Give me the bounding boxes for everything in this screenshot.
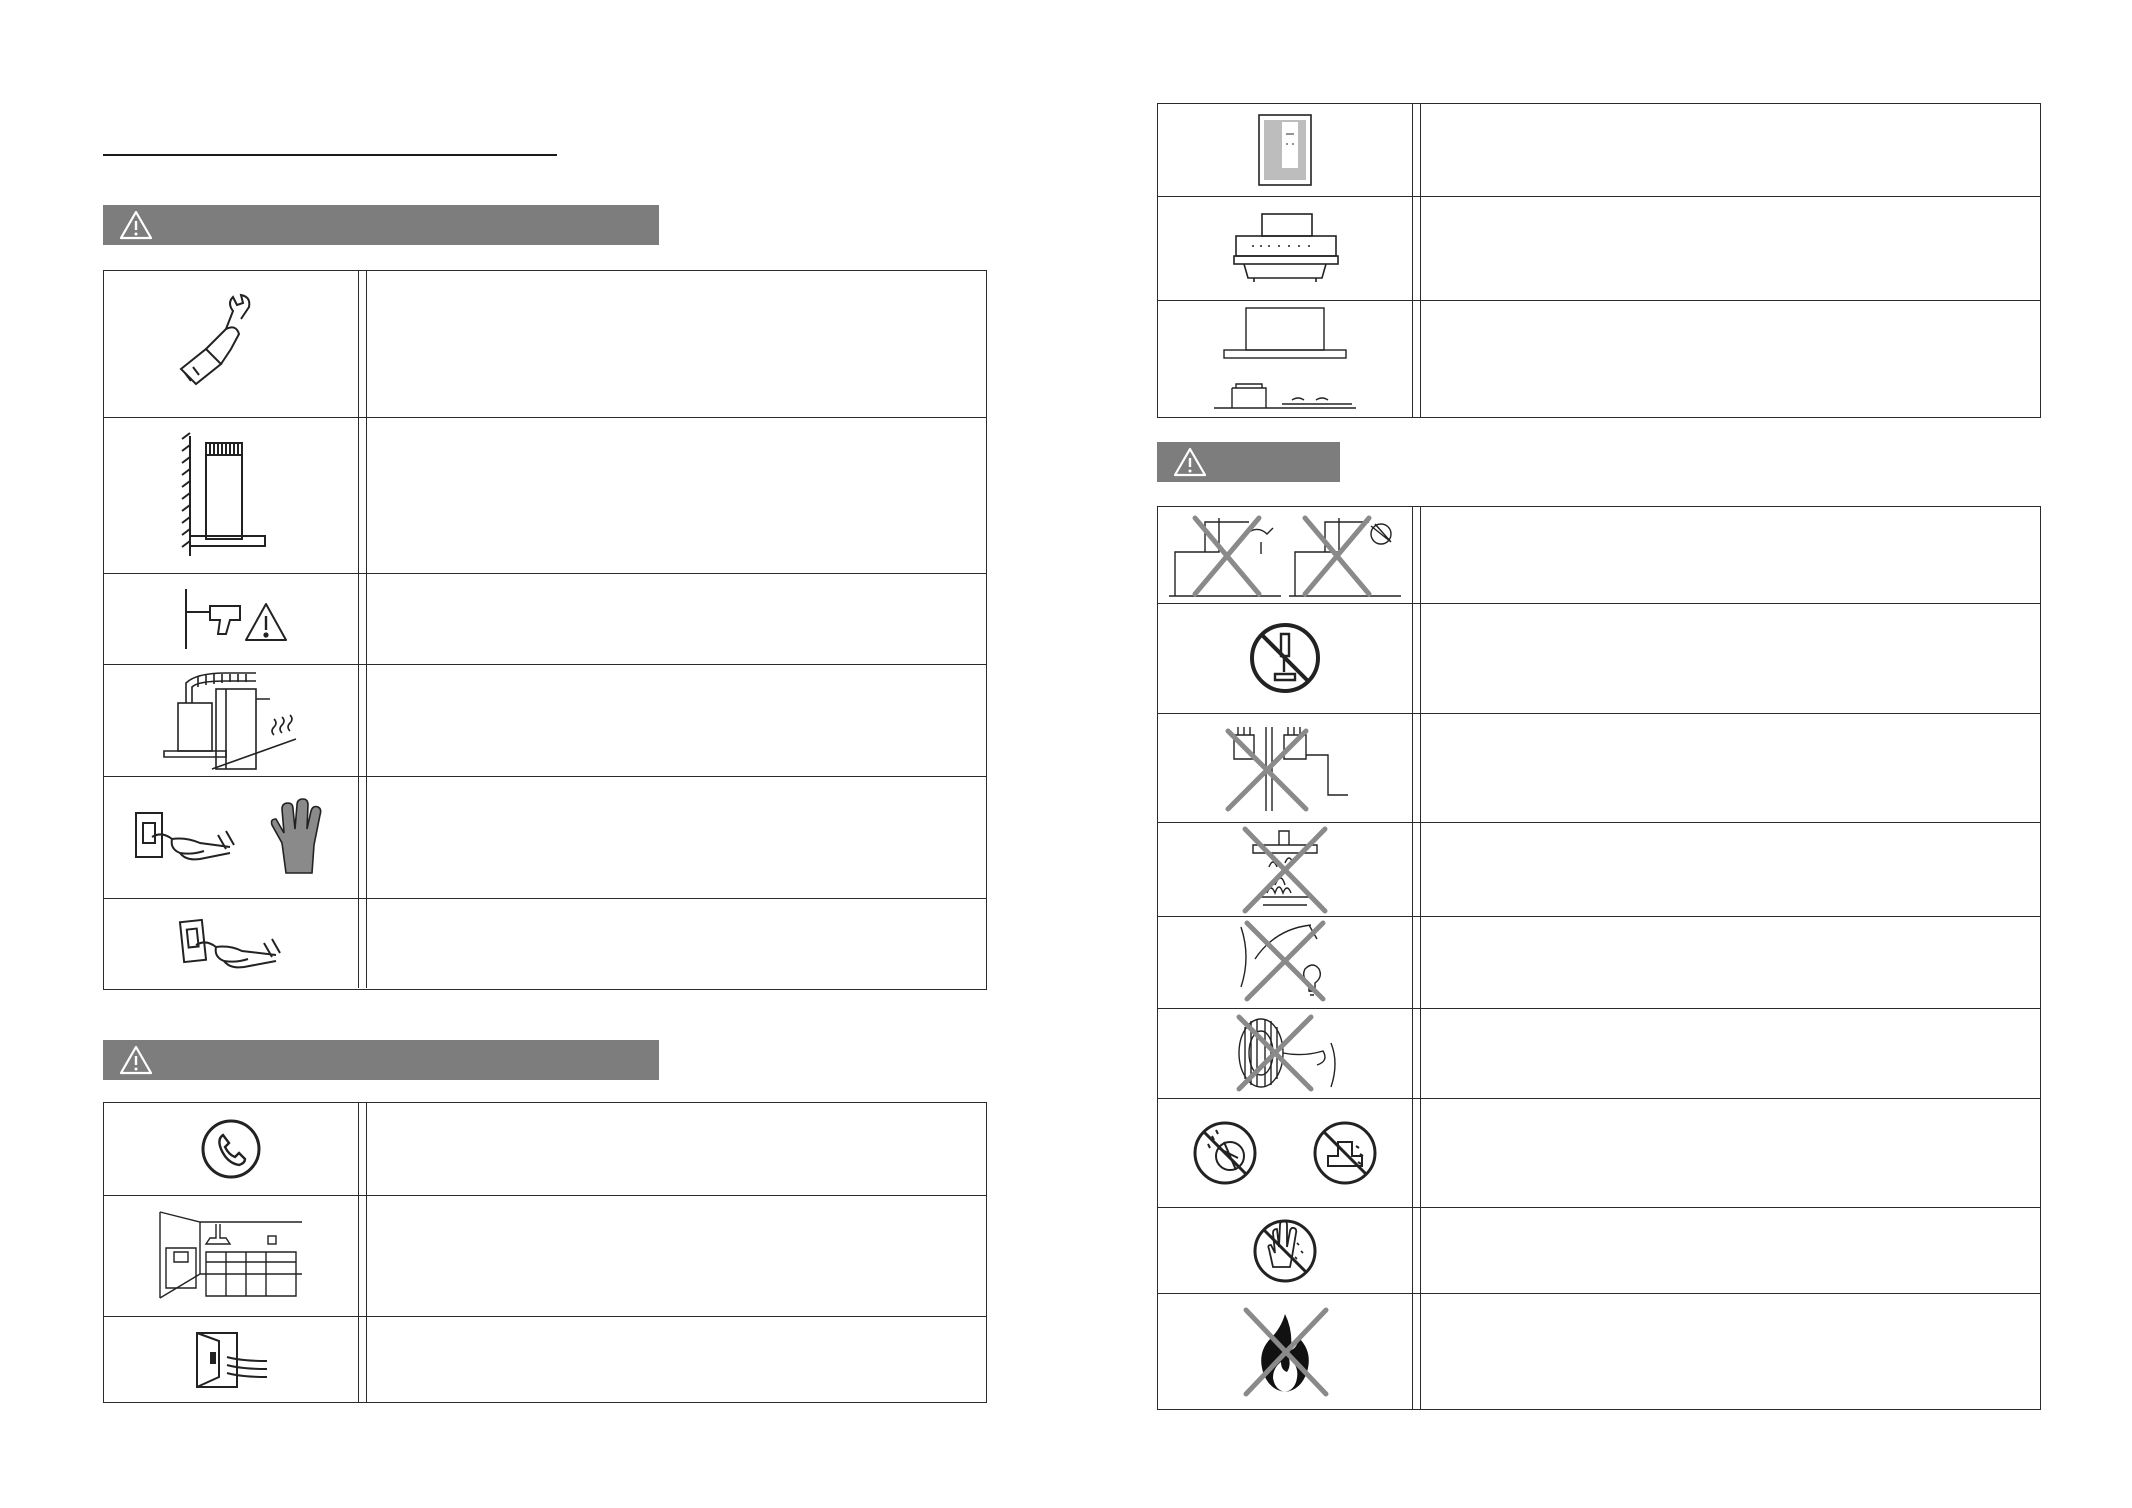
no-hanging-objects-icon [1165, 512, 1405, 598]
warning-triangle-icon [1173, 447, 1207, 477]
duct-exhaust-icon [156, 669, 306, 773]
no-wet-hands-icon [1251, 1217, 1319, 1285]
title-underline [103, 154, 557, 156]
no-disassembly-icon [1247, 620, 1323, 696]
switch-and-glove-icon [126, 793, 336, 883]
no-open-flame-under-hood-icon [1239, 827, 1331, 913]
wrench-hand-icon [171, 289, 291, 399]
warning-heading-band [1157, 442, 1340, 482]
safety-table-3 [1157, 103, 2041, 418]
warning-triangle-icon [119, 1045, 153, 1075]
safety-table-1 [103, 270, 987, 990]
control-panel-icon [1258, 114, 1312, 186]
hand-switch-icon [176, 911, 286, 977]
table-row [1158, 916, 2040, 1008]
table-row [104, 776, 986, 898]
no-water-cleaning-icon [1190, 1118, 1380, 1188]
kitchen-room-icon [156, 1208, 306, 1304]
table-row [104, 664, 986, 776]
table-row [104, 898, 986, 988]
safety-table-4 [1157, 506, 2041, 1410]
wall-mounted-hood-icon [176, 431, 286, 561]
table-row [1158, 1098, 2040, 1208]
table-row [104, 573, 986, 664]
hood-above-hob-icon [1212, 304, 1358, 414]
no-fire-icon [1240, 1306, 1330, 1398]
table-row [1158, 1207, 2040, 1293]
wall-drill-warning-icon [166, 584, 296, 654]
table-row [1158, 196, 2040, 300]
table-row [104, 417, 986, 573]
safety-table-2 [103, 1102, 987, 1403]
table-row [1158, 713, 2040, 823]
no-shared-duct-icon [1220, 725, 1350, 811]
table-row [1158, 603, 2040, 713]
table-row [1158, 104, 2040, 196]
service-phone-icon [199, 1117, 263, 1181]
warning-heading-band [103, 205, 659, 245]
warning-heading-band [103, 1040, 659, 1080]
table-row [1158, 1293, 2040, 1409]
table-row [1158, 507, 2040, 603]
hood-front-icon [1230, 212, 1340, 286]
table-row [104, 1195, 986, 1316]
open-door-ventilation-icon [191, 1329, 271, 1391]
no-touching-bulb-icon [1235, 919, 1335, 1005]
table-row [1158, 1008, 2040, 1098]
table-row [104, 1103, 986, 1195]
table-row [1158, 300, 2040, 417]
table-row [104, 1316, 986, 1402]
table-row [104, 271, 986, 417]
table-row [1158, 822, 2040, 916]
warning-triangle-icon [119, 210, 153, 240]
no-hand-in-fan-icon [1225, 1013, 1345, 1093]
